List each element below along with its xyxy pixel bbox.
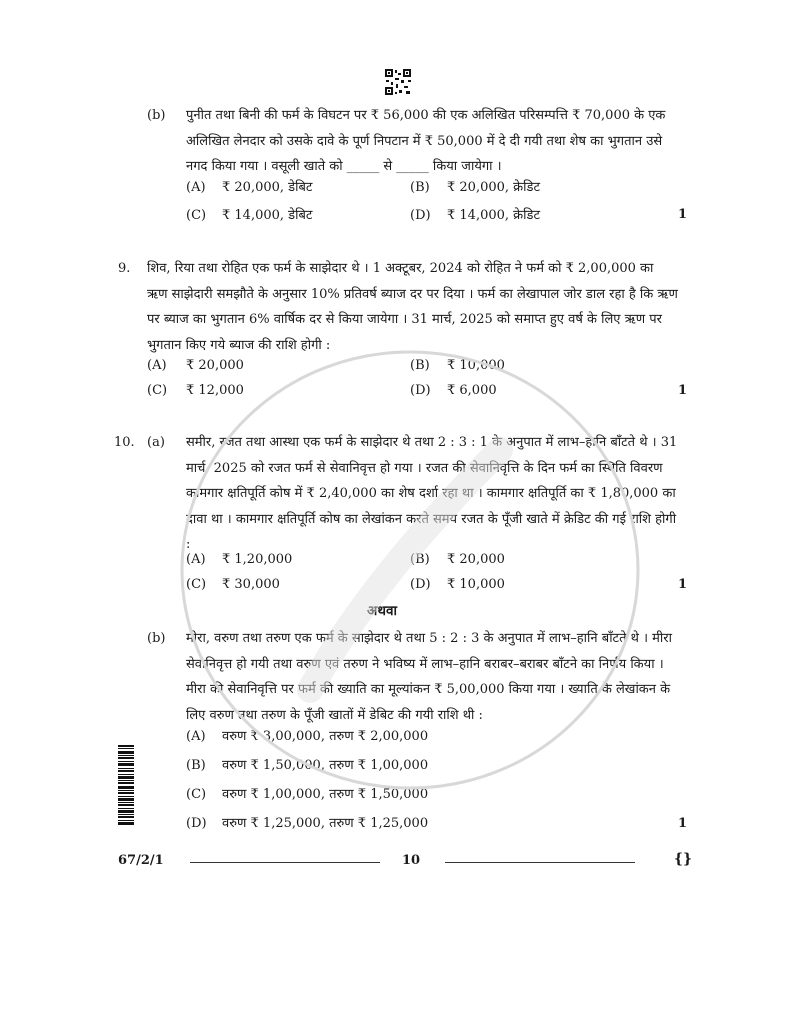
q10b-option-d-label: (D): [186, 816, 207, 831]
q10b-option-c: वरुण ₹ 1,00,000, तरुण ₹ 1,50,000: [222, 787, 429, 802]
barcode-icon: [118, 745, 134, 825]
q9-marks: 1: [678, 383, 688, 398]
q8b-option-a-label: (A): [186, 180, 206, 195]
q10b-option-d: वरुण ₹ 1,25,000, तरुण ₹ 1,25,000: [222, 816, 429, 831]
q9-option-c: ₹ 12,000: [186, 383, 244, 398]
q10b-text: मीरा, वरुण तथा तरुण एक फर्म के साझेदार थे तथा 5 : 2 : 3 के अनुपात में लाभ–हानि बाँटते थे । मीरा सेवानिवृत्त हो गयी तथा वरुण एवं तरुण ने भविष्य में लाभ–हानि बराबर–बराबर बाँटने का निर्णय किया । मीरा की सेवानिवृत्ति पर फर्म की ख्याति का मूल्यांकन ₹ 5,00,000 किया गया । ख्याति के लेखांकन के लिए वरुण तथा तरुण के पूँजी खातों में डेबिट की गयी राशि थी :: [186, 631, 672, 723]
q8b-option-d-label: (D): [410, 208, 431, 223]
q10a-option-b: ₹ 20,000: [447, 552, 505, 567]
q10b-option-a: वरुण ₹ 3,00,000, तरुण ₹ 2,00,000: [222, 729, 429, 744]
footer-page-number: 10: [402, 853, 421, 868]
q10-number: 10.: [114, 435, 135, 450]
q8b-option-d: ₹ 14,000, क्रेडिट: [447, 208, 541, 223]
q10a-label: (a): [147, 435, 165, 450]
q9-option-a: ₹ 20,000: [186, 358, 244, 373]
q10a-option-b-label: (B): [410, 552, 430, 567]
q9-option-a-label: (A): [147, 358, 167, 373]
q8b-label: (b): [147, 108, 166, 123]
q10b-label: (b): [147, 631, 166, 646]
q9-option-c-label: (C): [147, 383, 168, 398]
footer-paper-code: 67/2/1: [118, 853, 164, 868]
q8b-option-c: ₹ 14,000, डेबिट: [222, 208, 313, 223]
q10b-option-b-label: (B): [186, 758, 206, 773]
q8b-option-b: ₹ 20,000, क्रेडिट: [447, 180, 541, 195]
q10a-marks: 1: [678, 577, 688, 592]
q9-text: शिव, रिया तथा रोहित एक फर्म के साझेदार थे । 1 अक्टूबर, 2024 को रोहित ने फर्म को ₹ 2,00,000 का ऋण साझेदारी समझौते के अनुसार 10% प्रतिवर्ष ब्याज दर पर दिया । फर्म का लेखापाल जोर डाल रहा है कि ऋण पर ब्याज का भुगतान 6% वार्षिक दर से किया जायेगा । 31 मार्च, 2025 को समाप्त हुए वर्ष के लिए ऋण पर भुगतान किए गये ब्याज की राशि होगी :: [147, 261, 678, 353]
q10a-option-c: ₹ 30,000: [222, 577, 280, 592]
q9-option-b-label: (B): [410, 358, 430, 373]
qr-code-icon: [384, 68, 412, 96]
q10a-option-c-label: (C): [186, 577, 207, 592]
q8b-marks: 1: [678, 207, 688, 222]
q10a-option-a: ₹ 1,20,000: [222, 552, 293, 567]
q8b-text: पुनीत तथा बिनी की फर्म के विघटन पर ₹ 56,000 की एक अलिखित परिसम्पत्ति ₹ 70,000 के एक अलिखित लेनदार को उसके दावे के पूर्ण निपटान में ₹ 50,000 में दे दी गयी तथा शेष का भुगतान उसे नगद किया गया । वसूली खाते को _____ से _____ किया जायेगा ।: [186, 108, 666, 174]
footer-rule-left: [190, 862, 380, 863]
q9-option-b: ₹ 10,000: [447, 358, 505, 373]
q10b-option-a-label: (A): [186, 729, 206, 744]
q10b-option-c-label: (C): [186, 787, 207, 802]
q10a-text: समीर, रजत तथा आस्था एक फर्म के साझेदार थे तथा 2 : 3 : 1 के अनुपात में लाभ–हानि बाँटते थे । 31 मार्च, 2025 को रजत फर्म से सेवानिवृत्त हो गया । रजत की सेवानिवृत्ति के दिन फर्म का स्थिति विवरण कामगार क्षतिपूर्ति कोष में ₹ 2,40,000 का शेष दर्शा रहा था । कामगार क्षतिपूर्ति का ₹ 1,80,000 का दावा था । कामगार क्षतिपूर्ति कोष का लेखांकन करते समय रजत के पूँजी खाते में क्रेडिट की गई राशि होगी :: [186, 435, 678, 552]
q8b-option-b-label: (B): [410, 180, 430, 195]
q10b-option-b: वरुण ₹ 1,50,000, तरुण ₹ 1,00,000: [222, 758, 429, 773]
q9-option-d: ₹ 6,000: [447, 383, 497, 398]
q10a-option-a-label: (A): [186, 552, 206, 567]
q10a-option-d-label: (D): [410, 577, 431, 592]
q10a-option-d: ₹ 10,000: [447, 577, 505, 592]
q9-option-d-label: (D): [410, 383, 431, 398]
or-divider: अथवा: [367, 603, 397, 619]
q8b-option-a: ₹ 20,000, डेबिट: [222, 180, 313, 195]
footer-brace: {}: [674, 851, 693, 867]
q8b-option-c-label: (C): [186, 208, 207, 223]
q9-number: 9.: [118, 261, 131, 276]
footer-rule-right: [445, 862, 635, 863]
q10b-marks: 1: [678, 816, 688, 831]
